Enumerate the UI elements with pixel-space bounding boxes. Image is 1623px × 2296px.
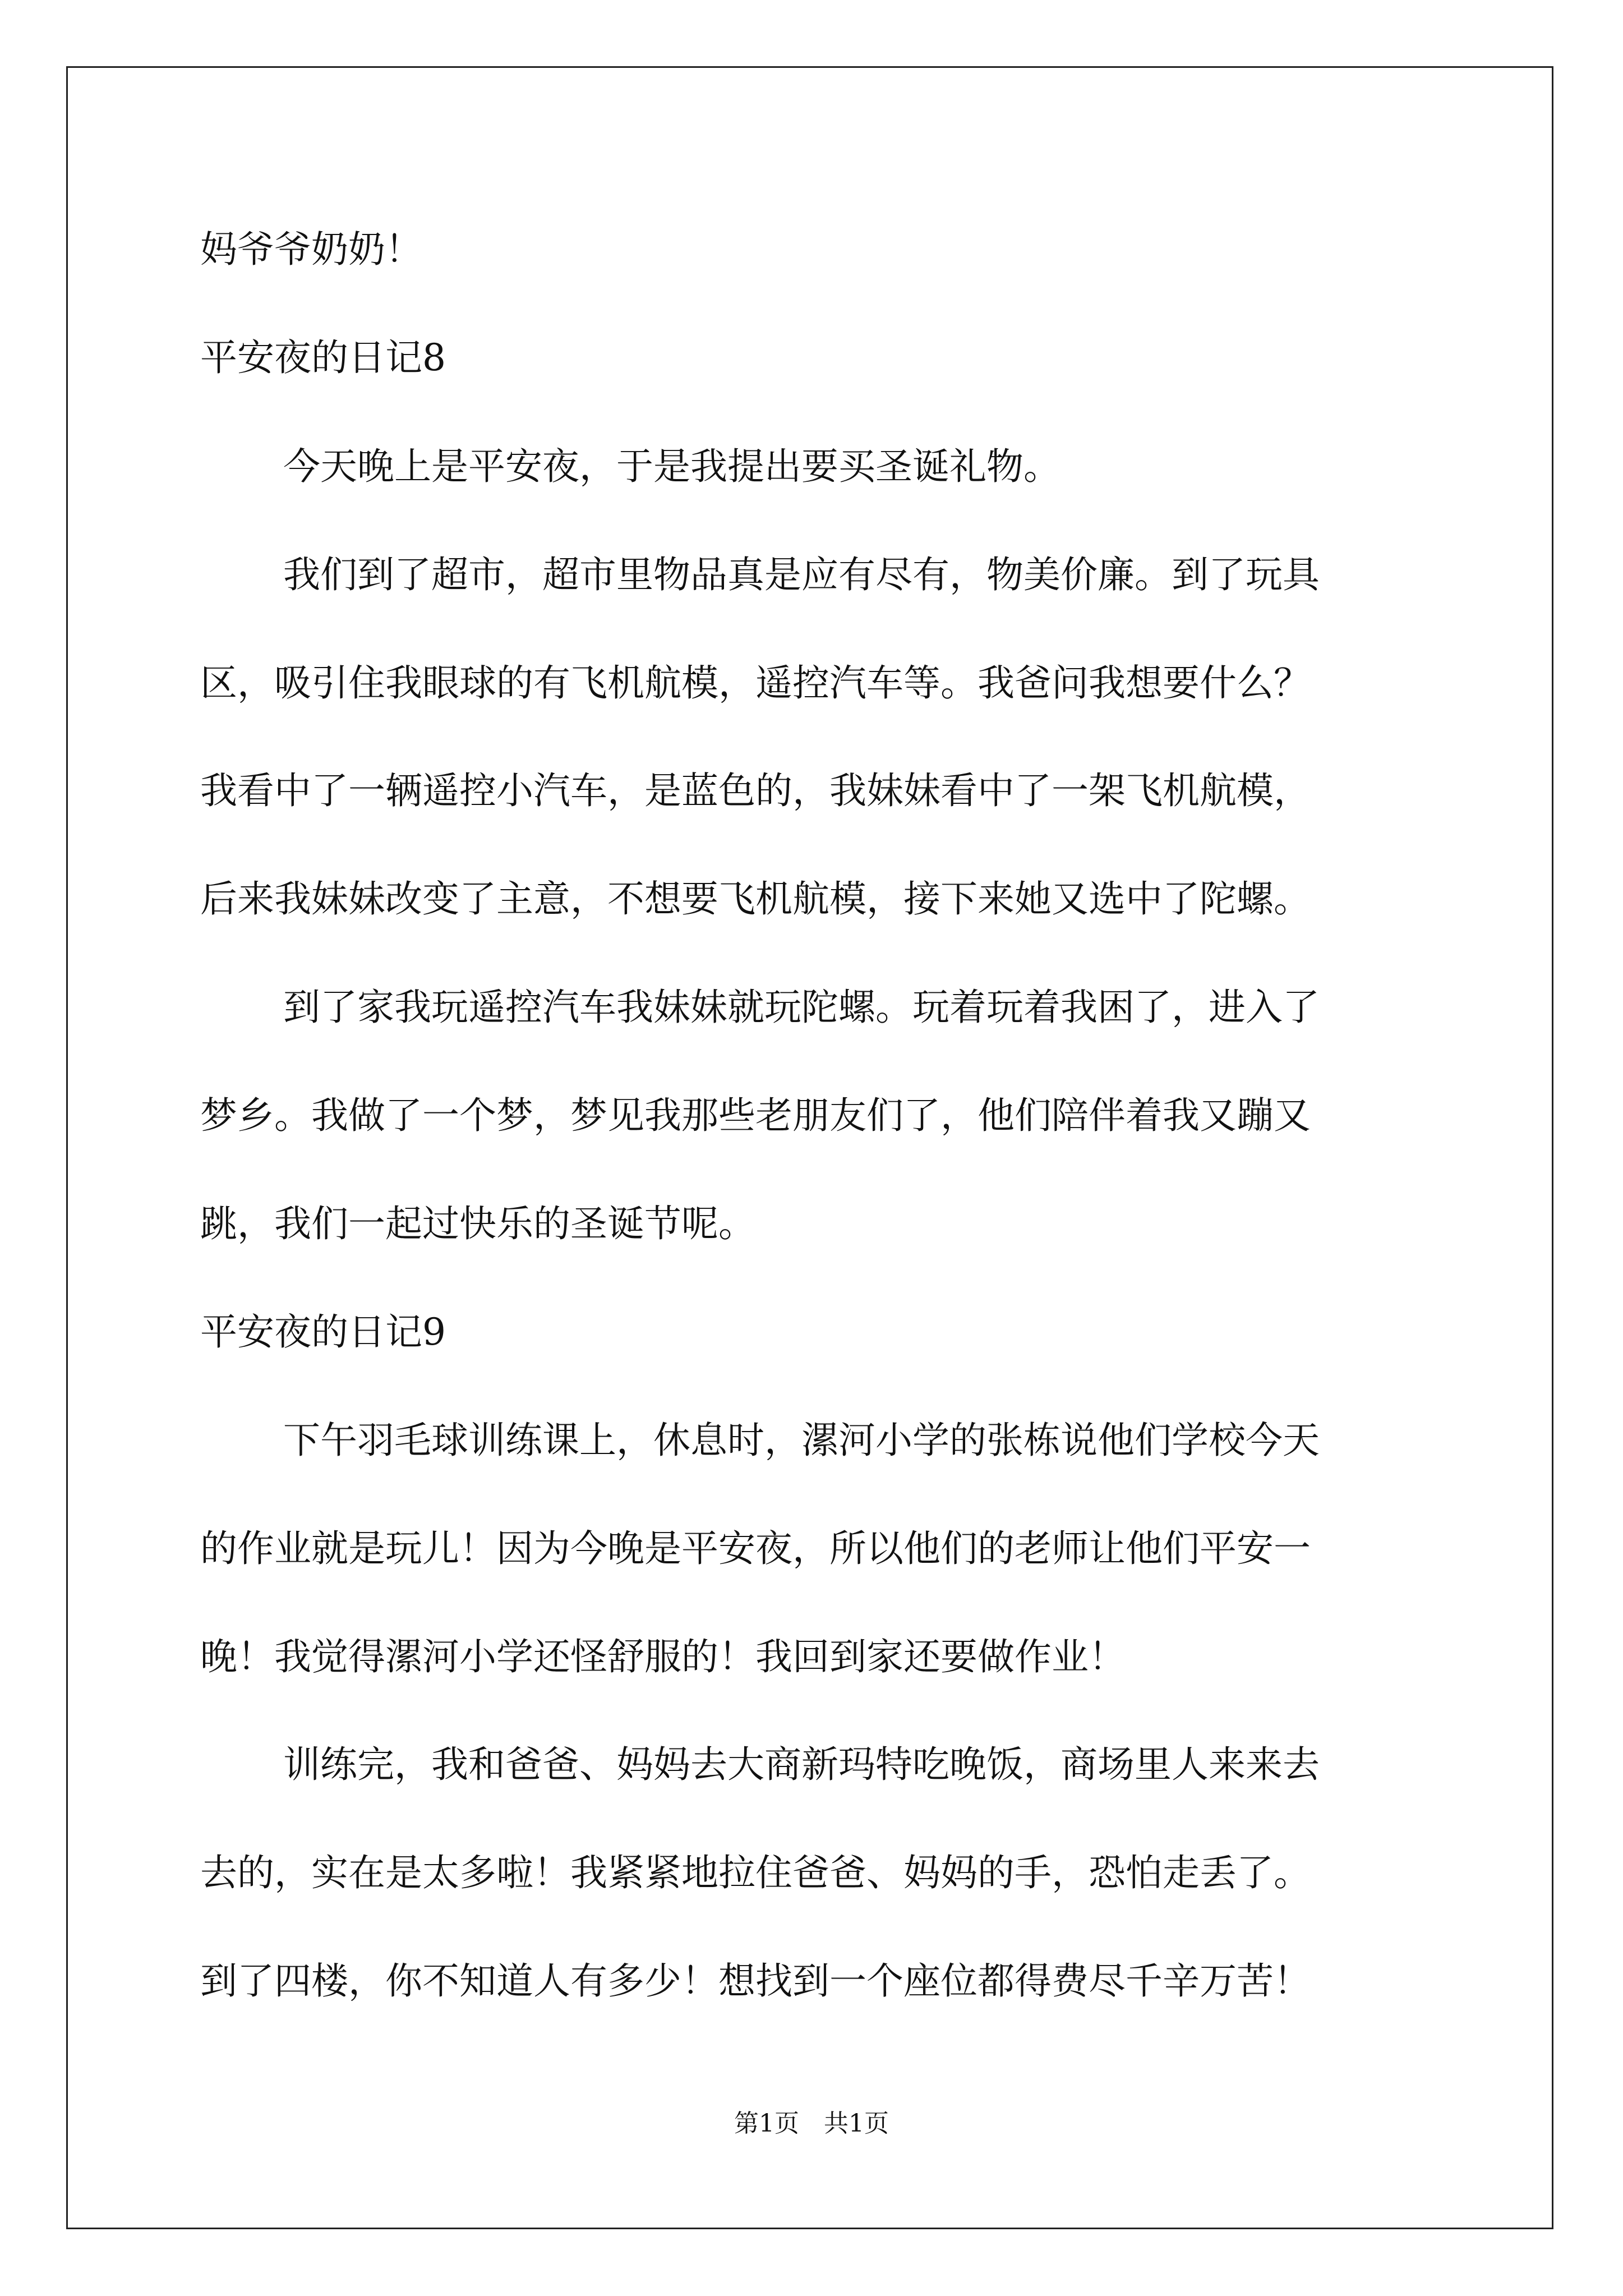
page-number-footer: 第1页 共1页 xyxy=(734,2109,889,2138)
paragraph-line: 去的，实在是太多啦！我紧紧地拉住爸爸、妈妈的手，恐怕走丢了。 xyxy=(200,1851,1311,1894)
paragraph-line: 后来我妹妹改变了主意，不想要飞机航模，接下来她又选中了陀螺。 xyxy=(200,877,1311,921)
paragraph-line: 到了四楼，你不知道人有多少！想找到一个座位都得费尽千辛万苦！ xyxy=(200,1959,1311,2003)
paragraph-line: 跳，我们一起过快乐的圣诞节呢。 xyxy=(200,1202,755,1245)
paragraph-line: 下午羽毛球训练课上，休息时，漯河小学的张栋说他们学校今天 xyxy=(283,1419,1320,1462)
paragraph-line: 的作业就是玩儿！因为今晚是平安夜，所以他们的老师让他们平安一 xyxy=(200,1527,1311,1570)
paragraph-line: 训练完，我和爸爸、妈妈去大商新玛特吃晚饭，商场里人来来去 xyxy=(283,1743,1320,1786)
page-border xyxy=(66,66,1553,2229)
text-line: 妈爷爷奶奶！ xyxy=(200,228,422,271)
paragraph-line: 我看中了一辆遥控小汽车，是蓝色的，我妹妹看中了一架飞机航模， xyxy=(200,769,1311,812)
paragraph-line: 梦乡。我做了一个梦，梦见我那些老朋友们了，他们陪伴着我又蹦又 xyxy=(200,1094,1311,1137)
paragraph-line: 我们到了超市，超市里物品真是应有尽有，物美价廉。到了玩具 xyxy=(283,553,1320,596)
section-heading: 平安夜的日记9 xyxy=(200,1310,446,1354)
section-heading: 平安夜的日记8 xyxy=(200,336,446,379)
paragraph-line: 区，吸引住我眼球的有飞机航模，遥控汽车等。我爸问我想要什么？ xyxy=(200,661,1311,705)
paragraph-line: 今天晚上是平安夜，于是我提出要买圣诞礼物。 xyxy=(283,445,1061,488)
paragraph-line: 晚！我觉得漯河小学还怪舒服的！我回到家还要做作业！ xyxy=(200,1635,1126,1678)
paragraph-line: 到了家我玩遥控汽车我妹妹就玩陀螺。玩着玩着我困了，进入了 xyxy=(283,986,1320,1029)
